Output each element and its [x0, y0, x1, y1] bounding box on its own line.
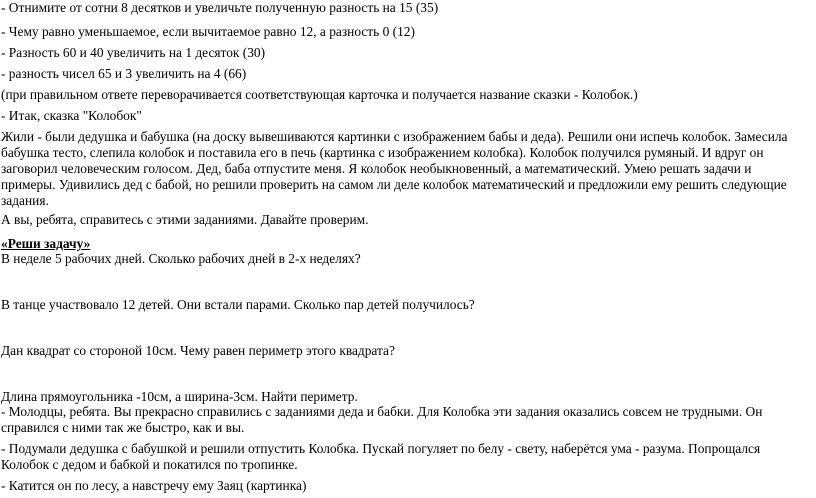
- task-3: Дан квадрат со стороной 10см. Чему равен периметр этого квадрата?: [1, 343, 395, 358]
- task-heading: «Реши задачу»: [1, 236, 91, 251]
- fairy-tale-intro: - Итак, сказка "Колобок": [1, 108, 142, 123]
- question-line-2: - Чему равно уменьшаемое, если вычитаемое равно 12, а разность 0 (12): [1, 24, 415, 39]
- task-4: Длина прямоугольника -10см, а ширина-3см. Найти периметр.: [1, 389, 358, 404]
- question-line-3: - Разность 60 и 40 увеличить на 1 десяток (30): [1, 45, 266, 60]
- question-line-1: - Отнимите от сотни 8 десятков и увеличьте полученную разность на 15 (35): [1, 0, 439, 15]
- story-paragraph: Жили - были дедушка и бабушка (на доску вывешиваются картинки с изображением бабы и деда). Решили они испечь колобок. Замесила бабушка тесто, слепила колобок и поставила его в печь (картинка с изображением колобка). Колобок получился румяный. И вдруг он заговорил человеческим голосом. Дед, баба отпустите меня. Я колобок необыкновенный, а математический. Умею решать задачи и примеры. Удивились дед с бабой, но решили проверить на самом ли деле колобок математический и предложили ему решить следующие задания.: [1, 129, 788, 208]
- release-paragraph: - Подумали дедушка с бабушкой и решили отпустить Колобка. Пускай погуляет по белу - свету, наберётся ума - разума. Попрощался Колобок с дедом и бабкой и покатился по тропинке.: [1, 441, 761, 472]
- task-1: В неделе 5 рабочих дней. Сколько рабочих дней в 2-х неделях?: [1, 251, 361, 266]
- hare-line: - Катится он по лесу, а навстречу ему Заяц (картинка): [1, 478, 307, 493]
- praise-paragraph: - Молодцы, ребята. Вы прекрасно справились с заданиями деда и бабки. Для Колобка эти задания оказались совсем не трудными. Он справился с ними так же быстро, как и вы.: [1, 404, 763, 435]
- question-line-4: - разность чисел 65 и 3 увеличить на 4 (66): [1, 66, 247, 81]
- card-note: (при правильном ответе переворачивается соответствующая карточка и получается название сказки - Колобок.): [1, 87, 638, 102]
- task-2: В танце участвовало 12 детей. Они встали парами. Сколько пар детей получилось?: [1, 297, 475, 312]
- check-line: А вы, ребята, справитесь с этими заданиями. Давайте проверим.: [1, 212, 369, 227]
